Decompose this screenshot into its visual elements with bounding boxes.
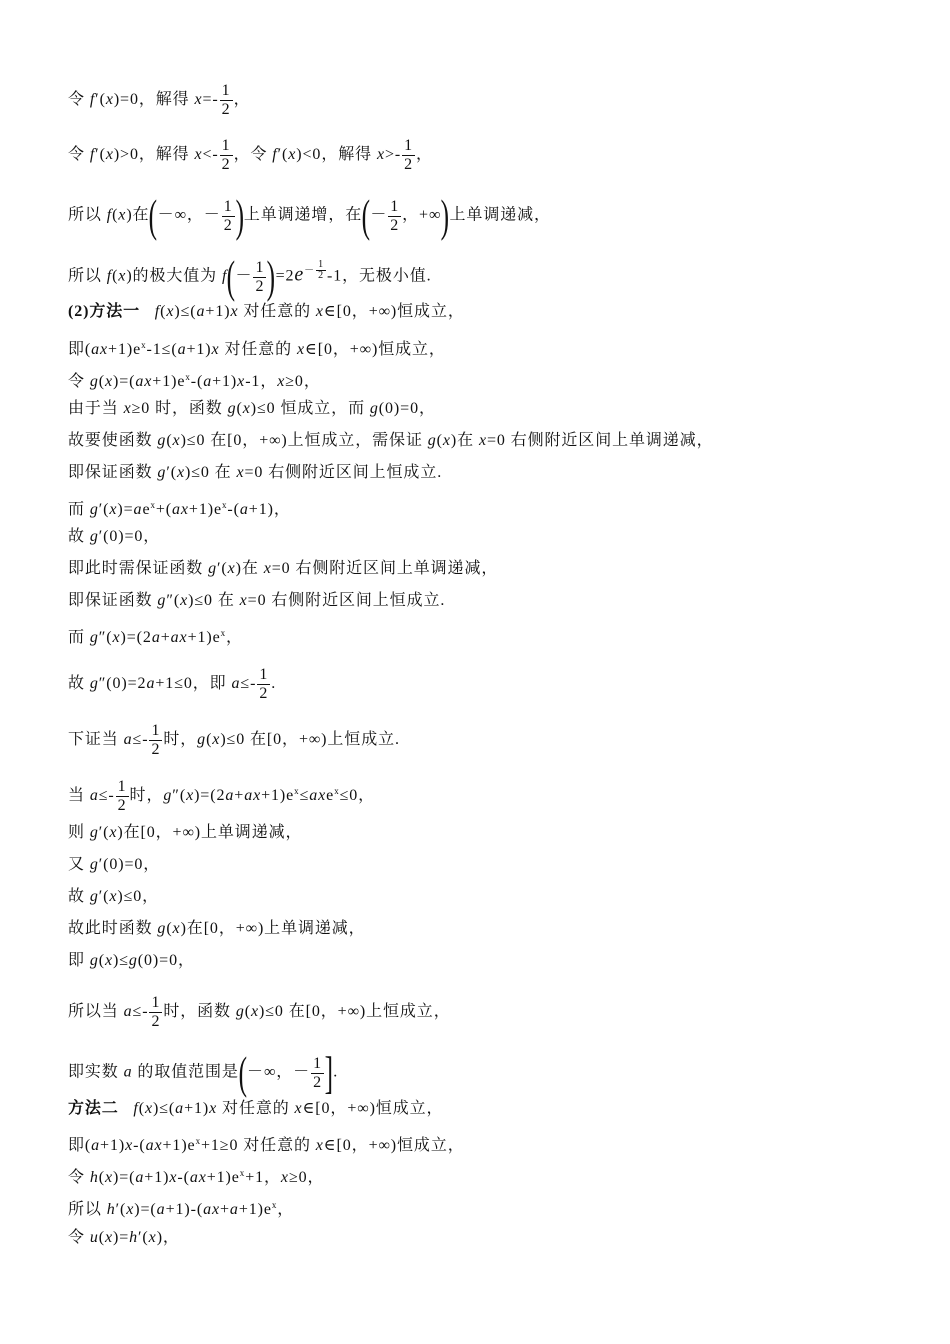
fraction: $\frac{1}{2}$ bbox=[151, 994, 161, 1030]
solution-line: 令 u(x)=h′(x)， bbox=[68, 1229, 180, 1246]
solution-line: 即保证函数 g″(x)≤0 在 x=0 右侧附近区间上恒成立. bbox=[68, 592, 446, 609]
solution-line: 即$(a+1)x-(ax+1)e^x+1\ge 0$ 对任意的 x∈[0，+∞)恒成立， bbox=[68, 1136, 465, 1154]
solution-line: 令 f′(x)=0，解得 x=- $\frac{1}{2}$ ， bbox=[68, 82, 251, 118]
solution-line: 所以 f(x)的极大值为 f(－ $\frac{1}{2}$ )=2e－ $\frac{1}{2}$ -1，无极小值. bbox=[68, 251, 432, 302]
fraction: $\frac{1}{2}$ bbox=[117, 778, 127, 814]
solution-line: 则 g′(x)在[0，+∞)上单调递减， bbox=[68, 824, 303, 841]
solution-line: 而 $g''(x)=(2a+ax+1)e^x$， bbox=[68, 628, 243, 646]
solution-line: 令 f′(x)>0，解得 x<- $\frac{1}{2}$ ，令 f′(x)<0，解得 x>- $\frac{1}{2}$ ， bbox=[68, 137, 433, 173]
fraction: $\frac{1}{2}$ bbox=[390, 197, 400, 234]
solution-line: 下证当 a≤- $\frac{1}{2}$ 时，g(x)≤0 在[0，+∞)上恒成立. bbox=[68, 722, 400, 758]
solution-line: 故此时函数 g(x)在[0，+∞)上单调递减， bbox=[68, 920, 366, 937]
fraction: $\frac{1}{2}$ bbox=[313, 1054, 322, 1091]
solution-line: 即$(ax+1)e^x-1\le(a+1)x$ 对任意的 x∈[0，+∞)恒成立， bbox=[68, 340, 446, 358]
solution-line: 由于当 x≥0 时，函数 g(x)≤0 恒成立，而 g(0)=0， bbox=[68, 400, 436, 417]
solution-line: 令 $g(x)=(ax+1)e^x-(a+1)x-1$，x≥0， bbox=[68, 372, 321, 390]
fraction: $\frac{1}{2}$ bbox=[255, 258, 265, 295]
fraction: $\frac{1}{2}$ bbox=[221, 82, 231, 118]
solution-line: 所以当 a≤- $\frac{1}{2}$ 时，函数 g(x)≤0 在[0，+∞)上恒成立， bbox=[68, 994, 451, 1030]
solution-line: 令 $h(x)=(a+1)x-(ax+1)e^x+1$，x≥0， bbox=[68, 1168, 325, 1186]
solution-line: 即保证函数 g′(x)≤0 在 x=0 右侧附近区间上恒成立. bbox=[68, 464, 443, 481]
solution-line: 又 g′(0)=0， bbox=[68, 856, 161, 873]
fraction: $\frac{1}{2}$ bbox=[151, 722, 161, 758]
solution-line: 即此时需保证函数 g′(x)在 x=0 右侧附近区间上单调递减， bbox=[68, 560, 499, 577]
solution-line: 方法二 f(x)≤(a+1)x 对任意的 x∈[0，+∞)恒成立， bbox=[68, 1100, 444, 1117]
solution-line: 而 $g'(x)=ae^x+(ax+1)e^x-(a+1)$， bbox=[68, 500, 291, 518]
solution-line: 故 g′(x)≤0， bbox=[68, 888, 160, 905]
fraction: $\frac{1}{2}$ bbox=[404, 137, 414, 173]
solution-line: 故要使函数 g(x)≤0 在[0，+∞)上恒成立，需保证 g(x)在 x=0 右侧附近区间上单调递减， bbox=[68, 432, 714, 449]
solution-line: 故 g″(0)=2a+1≤0，即 a≤- $\frac{1}{2}$ . bbox=[68, 666, 277, 702]
fraction: $\frac{1}{2}$ bbox=[223, 197, 233, 234]
fraction: $\frac{1}{2}$ bbox=[318, 258, 324, 281]
solution-line: (2)方法一 f(x)≤(a+1)x 对任意的 x∈[0，+∞)恒成立， bbox=[68, 303, 465, 320]
solution-line: 当 a≤- $\frac{1}{2}$ 时，$g''(x)=(2a+ax+1)e^x\le axe^x\le 0$， bbox=[68, 778, 376, 814]
fraction: $\frac{1}{2}$ bbox=[221, 137, 231, 173]
fraction: $\frac{1}{2}$ bbox=[259, 666, 269, 702]
solution-line: 所以 $h'(x)=(a+1)-(ax+a+1)e^x$， bbox=[68, 1200, 295, 1218]
solution-line: 故 g′(0)=0， bbox=[68, 528, 161, 545]
solution-line: 即 g(x)≤g(0)=0， bbox=[68, 952, 195, 969]
solution-line: 所以 f(x)在(－∞，－ $\frac{1}{2}$ )上单调递增，在(－ $\frac{1}{2}$ ，+∞)上单调递减， bbox=[68, 190, 551, 241]
solution-line: 即实数 a 的取值范围是(－∞，－ $\frac{1}{2}$ ]. bbox=[68, 1047, 339, 1098]
